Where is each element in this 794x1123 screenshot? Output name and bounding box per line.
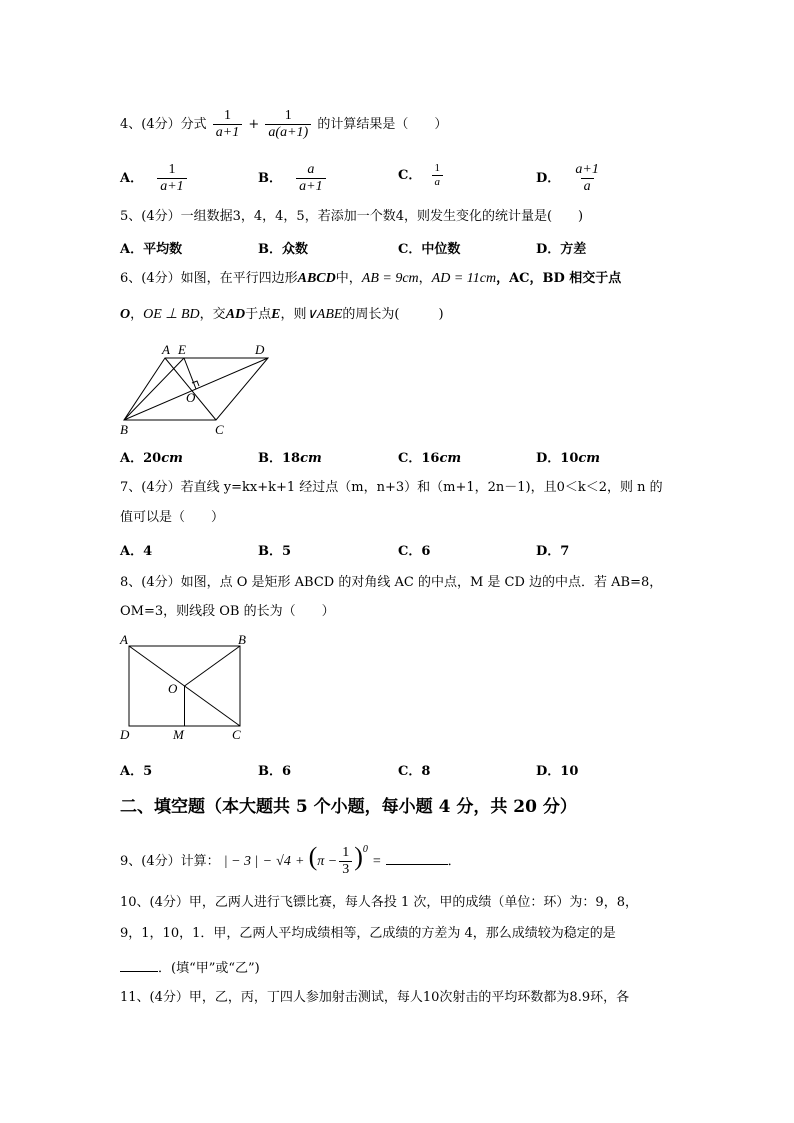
q9-paren-group: ( [308, 842, 318, 871]
q4-option-b-den: a+1 [296, 178, 325, 195]
q6-segment-oe [184, 358, 196, 389]
q4-option-a-num: 1 [168, 162, 176, 177]
q6-option-a-label: A． [120, 451, 144, 466]
q8-label-c: C [232, 727, 241, 742]
q6-text-g: ，则 [280, 307, 307, 322]
q8-label-m: M [173, 727, 184, 742]
q6-option-b-value: 18 [282, 451, 301, 466]
q10-line3-text: ．(填“甲”或“乙”) [158, 961, 260, 976]
q10-stem-line2: 9，1，10，1．甲，乙两人平均成绩相等，乙成绩的方差为 4，那么成绩较为稳定的是 [120, 926, 616, 941]
q7-stem-line1: 7、(4分）若直线 y=kx+k+1 经过点（m，n+3）和（m+1，2n－1)，且0＜k＜2，则 n 的 [120, 480, 663, 495]
q8-rectangle-figure [116, 630, 256, 745]
q6-parallelogram-figure [110, 340, 290, 440]
q9-eq: = [372, 854, 382, 869]
q4-plus: + [248, 117, 260, 132]
q7-option-c[interactable]: C．6 [398, 544, 431, 559]
q8-option-d[interactable]: D．10 [536, 764, 579, 779]
q5-stem: 5、(4分）一组数据3，4，4，5，若添加一个数4，则发生变化的统计量是( ) [120, 209, 584, 224]
q9-answer-blank[interactable] [386, 850, 448, 865]
q4-option-d-label: D． [536, 171, 561, 186]
q6-label-o: O [186, 390, 196, 405]
q9-fraction [339, 845, 352, 878]
q9-sqrt: √4 [276, 854, 291, 869]
q6-text-h: 的周长为( ) [342, 307, 444, 322]
q6-comma: ， [418, 271, 432, 286]
q4-option-c[interactable] [398, 162, 445, 189]
q6-segment-be [124, 358, 184, 420]
q7-option-d[interactable]: D．7 [536, 544, 570, 559]
q4-frac1-num: 1 [223, 108, 231, 123]
q6-text-d: ， [130, 307, 144, 322]
q6-option-d-unit: cm [578, 451, 601, 466]
q6-abcd: ABCD [297, 271, 336, 286]
q4-frac2-num: 1 [284, 108, 292, 123]
q4-option-a[interactable] [120, 162, 189, 195]
q4-option-a-fraction [157, 162, 186, 195]
q6-label-c: C [215, 422, 224, 437]
q5-option-d[interactable]: D．方差 [536, 242, 587, 257]
q6-label-d: D [255, 342, 265, 357]
q4-option-c-fraction [432, 162, 444, 189]
q6-label-a: A [162, 342, 170, 357]
q4-frac1-den: a+1 [213, 124, 242, 141]
q4-option-c-num: 1 [434, 162, 440, 174]
q4-option-b-num: a [307, 162, 315, 177]
q6-ab-eq: AB = 9cm [361, 271, 419, 286]
q8-stem-line1: 8、(4分）如图，点 O 是矩形 ABCD 的对角线 AC 的中点，M 是 CD 边的中点．若 AB=8， [120, 575, 663, 590]
q6-label-e: E [178, 342, 186, 357]
q6-o: O [120, 307, 131, 322]
q9-stem [120, 844, 461, 878]
q4-option-b-label: B． [258, 171, 282, 186]
q6-option-a[interactable] [120, 447, 183, 466]
q6-option-a-value: 20 [143, 451, 162, 466]
q6-perp: OE ⊥ BD [143, 307, 200, 322]
q4-option-b-fraction [296, 162, 325, 195]
q6-ad: AD [225, 307, 246, 322]
q6-option-d-value: 10 [560, 451, 579, 466]
q9-end: ． [447, 854, 461, 869]
q6-stem-line2 [120, 306, 444, 324]
q6-option-c-label: C． [398, 451, 422, 466]
q4-option-a-label: A． [120, 171, 144, 186]
q8-option-b[interactable]: B．6 [258, 764, 292, 779]
q8-label-b: B [238, 632, 246, 647]
q9-plus: + [294, 854, 305, 869]
q9-exponent: 0 [362, 843, 368, 855]
q9-frac-den: 3 [339, 861, 352, 878]
q8-option-c[interactable]: C．8 [398, 764, 431, 779]
q6-option-a-unit: cm [161, 451, 183, 466]
q10-answer-blank[interactable] [120, 957, 158, 972]
q6-option-b-label: B． [258, 451, 282, 466]
q4-option-b[interactable] [258, 162, 328, 195]
q9-paren-close: ) [354, 842, 363, 871]
q9-prefix: 9、(4分）计算： [120, 854, 220, 869]
q6-text-e: ，交 [199, 307, 226, 322]
q6-text-a: 6、(4分）如图，在平行四边形 [120, 271, 298, 286]
q9-minus: − [262, 854, 273, 869]
q4-frac2-den: a(a+1) [265, 124, 311, 141]
q6-e: E [271, 307, 281, 322]
q6-text-c: ，AC，BD 相交于点 [496, 271, 622, 286]
q4-option-a-den: a+1 [157, 178, 186, 195]
q6-triangle: ∨ABE [306, 307, 343, 322]
q6-ad-eq: AD = 11cm [431, 271, 497, 286]
q11-stem-line1: 11、(4分）甲，乙，丙，丁四人参加射击测试，每人10次射击的平均环数都为8.9环，各 [120, 990, 630, 1005]
q8-stem-line2: OM=3，则线段 OB 的长为（ ） [120, 604, 335, 619]
q8-option-a[interactable]: A．5 [120, 764, 153, 779]
q4-option-c-label: C． [398, 168, 422, 183]
q6-option-b[interactable] [258, 447, 322, 466]
q10-stem-line3 [120, 957, 260, 978]
q4-prefix: 4、(4分）分式 [120, 117, 207, 132]
q4-option-d-den: a [581, 178, 594, 195]
q6-stem-line1 [120, 270, 621, 288]
q6-option-d[interactable] [536, 447, 600, 466]
q9-abs: | − 3 | [223, 854, 259, 869]
q9-frac-num: 1 [342, 845, 350, 860]
q4-fraction-2 [265, 108, 311, 141]
q7-option-a[interactable]: A．4 [120, 544, 153, 559]
q4-option-d-fraction [572, 162, 601, 195]
q8-segment-ob [185, 646, 241, 686]
q6-text-f: 于点 [245, 307, 272, 322]
q5-option-a[interactable]: A．平均数 [120, 242, 183, 257]
q8-label-o: O [168, 681, 178, 696]
q8-label-a: A [120, 632, 128, 647]
q4-fraction-1 [213, 108, 242, 141]
q6-option-c-value: 16 [421, 451, 440, 466]
q7-stem-line2: 值可以是（ ） [120, 510, 225, 525]
q6-option-b-unit: cm [300, 451, 322, 466]
q4-option-d-num: a+1 [575, 162, 599, 177]
q8-label-d: D [120, 727, 130, 742]
q6-option-d-label: D． [536, 451, 561, 466]
q4-option-d[interactable] [536, 162, 604, 195]
q5-option-c[interactable]: C．中位数 [398, 242, 461, 257]
q6-option-c-unit: cm [439, 451, 462, 466]
q10-stem-line1: 10、(4分）甲，乙两人进行飞镖比赛，每人各投 1 次，甲的成绩（单位：环）为：9，8， [120, 895, 638, 910]
q6-diagonal-ac [165, 358, 216, 420]
q7-option-b[interactable]: B．5 [258, 544, 292, 559]
q4-suffix: 的计算结果是（ ） [317, 117, 448, 132]
q4-option-c-den: a [432, 175, 444, 189]
q6-label-b: B [120, 422, 128, 437]
q5-option-b[interactable]: B．众数 [258, 242, 308, 257]
q9-pi: π − [317, 854, 338, 869]
q4-stem [120, 108, 447, 141]
q6-option-c[interactable] [398, 447, 461, 466]
q6-text-b: 中， [335, 271, 362, 286]
section-fill-in-heading: 二、填空题（本大题共 5 个小题，每小题 4 分，共 20 分） [120, 797, 577, 817]
